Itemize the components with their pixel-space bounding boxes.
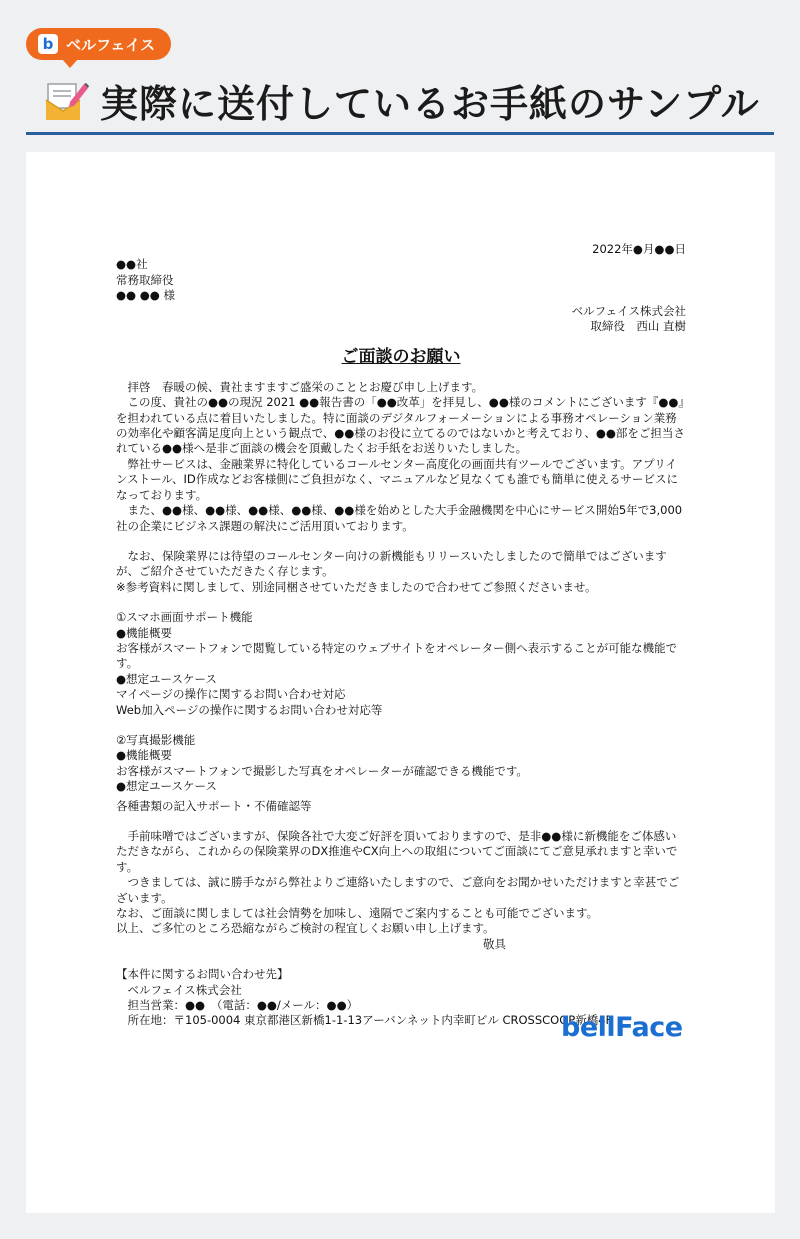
feature2-summary: お客様がスマートフォンで撮影した写真をオペレーターが確認できる機能です。 bbox=[116, 763, 528, 778]
contact-heading: 【本件に関するお問い合わせ先】 bbox=[116, 967, 289, 982]
feature1-summary-label: ●機能概要 bbox=[116, 625, 173, 640]
page-title: 実際に送付しているお手紙のサンプル bbox=[100, 81, 760, 126]
feature1-usecase-2: Web加入ページの操作に関するお問い合わせ対応等 bbox=[116, 702, 383, 717]
contact-company: ベルフェイス株式会社 bbox=[116, 982, 242, 997]
sender-name: 取締役 西山 直樹 bbox=[590, 319, 686, 334]
letter-subject: ご面談のお願い bbox=[341, 347, 461, 368]
paragraph-service: 弊社サービスは、金融業界に特化しているコールセンター高度化の画面共有ツールでございます。アプリインストール、ID作成などお客様側にご負担がなく、マニュアルなど見なくても誰でも簡単に使えるサービスになっております。 bbox=[116, 456, 679, 502]
letter-sheet bbox=[26, 152, 775, 1213]
paragraph-request: 手前味噌ではございますが、保険各社で大変ご好評を頂いておりますので、是非●●様に新機能をご体感いただきながら、これからの保険業界のDX推進やCX向上への取組についてご面談にてご意見承れますと幸いです。 bbox=[116, 829, 678, 874]
paragraph-contact-plan: つきましては、誠に勝手ながら弊社よりご連絡いたしますので、ご意向をお聞かせいただけますと幸甚でございます。 bbox=[116, 875, 680, 905]
contact-address: 所在地：〒105-0004 東京都港区新橋1-1-13アーバンネット内幸町ビル CROSSCOOP新橋4F bbox=[116, 1013, 613, 1028]
paragraph-remote: なお、ご面談に関しましては社会情勢を加味し、遠隔でご案内することも可能でございます。 bbox=[116, 906, 599, 921]
bellface-logo: bellFace bbox=[561, 1012, 683, 1043]
page-header bbox=[44, 72, 760, 128]
header-divider bbox=[26, 132, 774, 135]
feature2-usecase-label: ●想定ユースケース bbox=[116, 779, 217, 794]
paragraph-track-record: また、●●様、●●様、●●様、●●様、●●様を始めとした大手金融機関を中心にサービス開始5年で3,000社の企業にビジネス課題の解決にご活用頂いております。 bbox=[116, 503, 683, 533]
recipient-name: ●● ●● 様 bbox=[116, 288, 175, 303]
feature2-summary-label: ●機能概要 bbox=[116, 748, 173, 763]
feature2-usecase-1: 各種書類の記入サポート・不備確認等 bbox=[116, 798, 312, 813]
envelope-pencil-icon bbox=[44, 78, 90, 122]
recipient-title: 常務取締役 bbox=[116, 272, 174, 287]
letter-body bbox=[116, 242, 686, 1029]
feature1-summary: お客様がスマートフォンで閲覧している特定のウェブサイトをオペレーター側へ表示することが可能な機能です。 bbox=[116, 640, 678, 671]
paragraph-context: この度、貴社の●●の現況 2021 ●●報告書の「●●改革」を拝見し、●●様のコメントにございます『●●』を担われている点に着目いたしました。特に面談のデジタルフォーメーションによる事務オペレーション業務の効率化や顧客満足度向上という観点で、●●様のお役に立てるのではないかと考えており、●●部をご担当されている●●様へ是非ご面談の機会を頂戴したくお手紙をお送りいたしました。 bbox=[116, 395, 685, 456]
sender-company: ベルフェイス株式会社 bbox=[571, 303, 686, 318]
paragraph-new-feature: なお、保険業界には待望のコールセンター向けの新機能もリリースいたしましたので簡単ではございますが、ご紹介させていただきたく存じます。 bbox=[116, 548, 667, 579]
brand-tag-label: ベルフェイス bbox=[66, 35, 156, 54]
closing-word: 敬具 bbox=[483, 936, 506, 951]
brand-logo-icon: b bbox=[38, 34, 58, 54]
feature1-title: ①スマホ画面サポート機能 bbox=[116, 610, 253, 625]
feature1-usecase-1: マイページの操作に関するお問い合わせ対応 bbox=[116, 687, 346, 702]
paragraph-closing: 以上、ご多忙のところ恐縮ながらご検討の程宜しくお願い申し上げます。 bbox=[116, 921, 495, 936]
contact-person: 担当営業：●● （電話：●●/メール：●●） bbox=[116, 998, 359, 1013]
paragraph-greeting: 拝啓 春暖の候、貴社ますますご盛栄のこととお慶び申し上げます。 bbox=[116, 379, 484, 394]
brand-tag bbox=[26, 28, 171, 60]
paragraph-reference-note: ※参考資料に関しまして、別途同梱させていただきましたので合わせてご参照くださいませ。 bbox=[116, 579, 597, 594]
recipient-company: ●●社 bbox=[116, 257, 148, 272]
feature2-title: ②写真撮影機能 bbox=[116, 732, 196, 747]
feature1-usecase-label: ●想定ユースケース bbox=[116, 671, 217, 686]
letter-date: 2022年●月●●日 bbox=[592, 242, 686, 256]
